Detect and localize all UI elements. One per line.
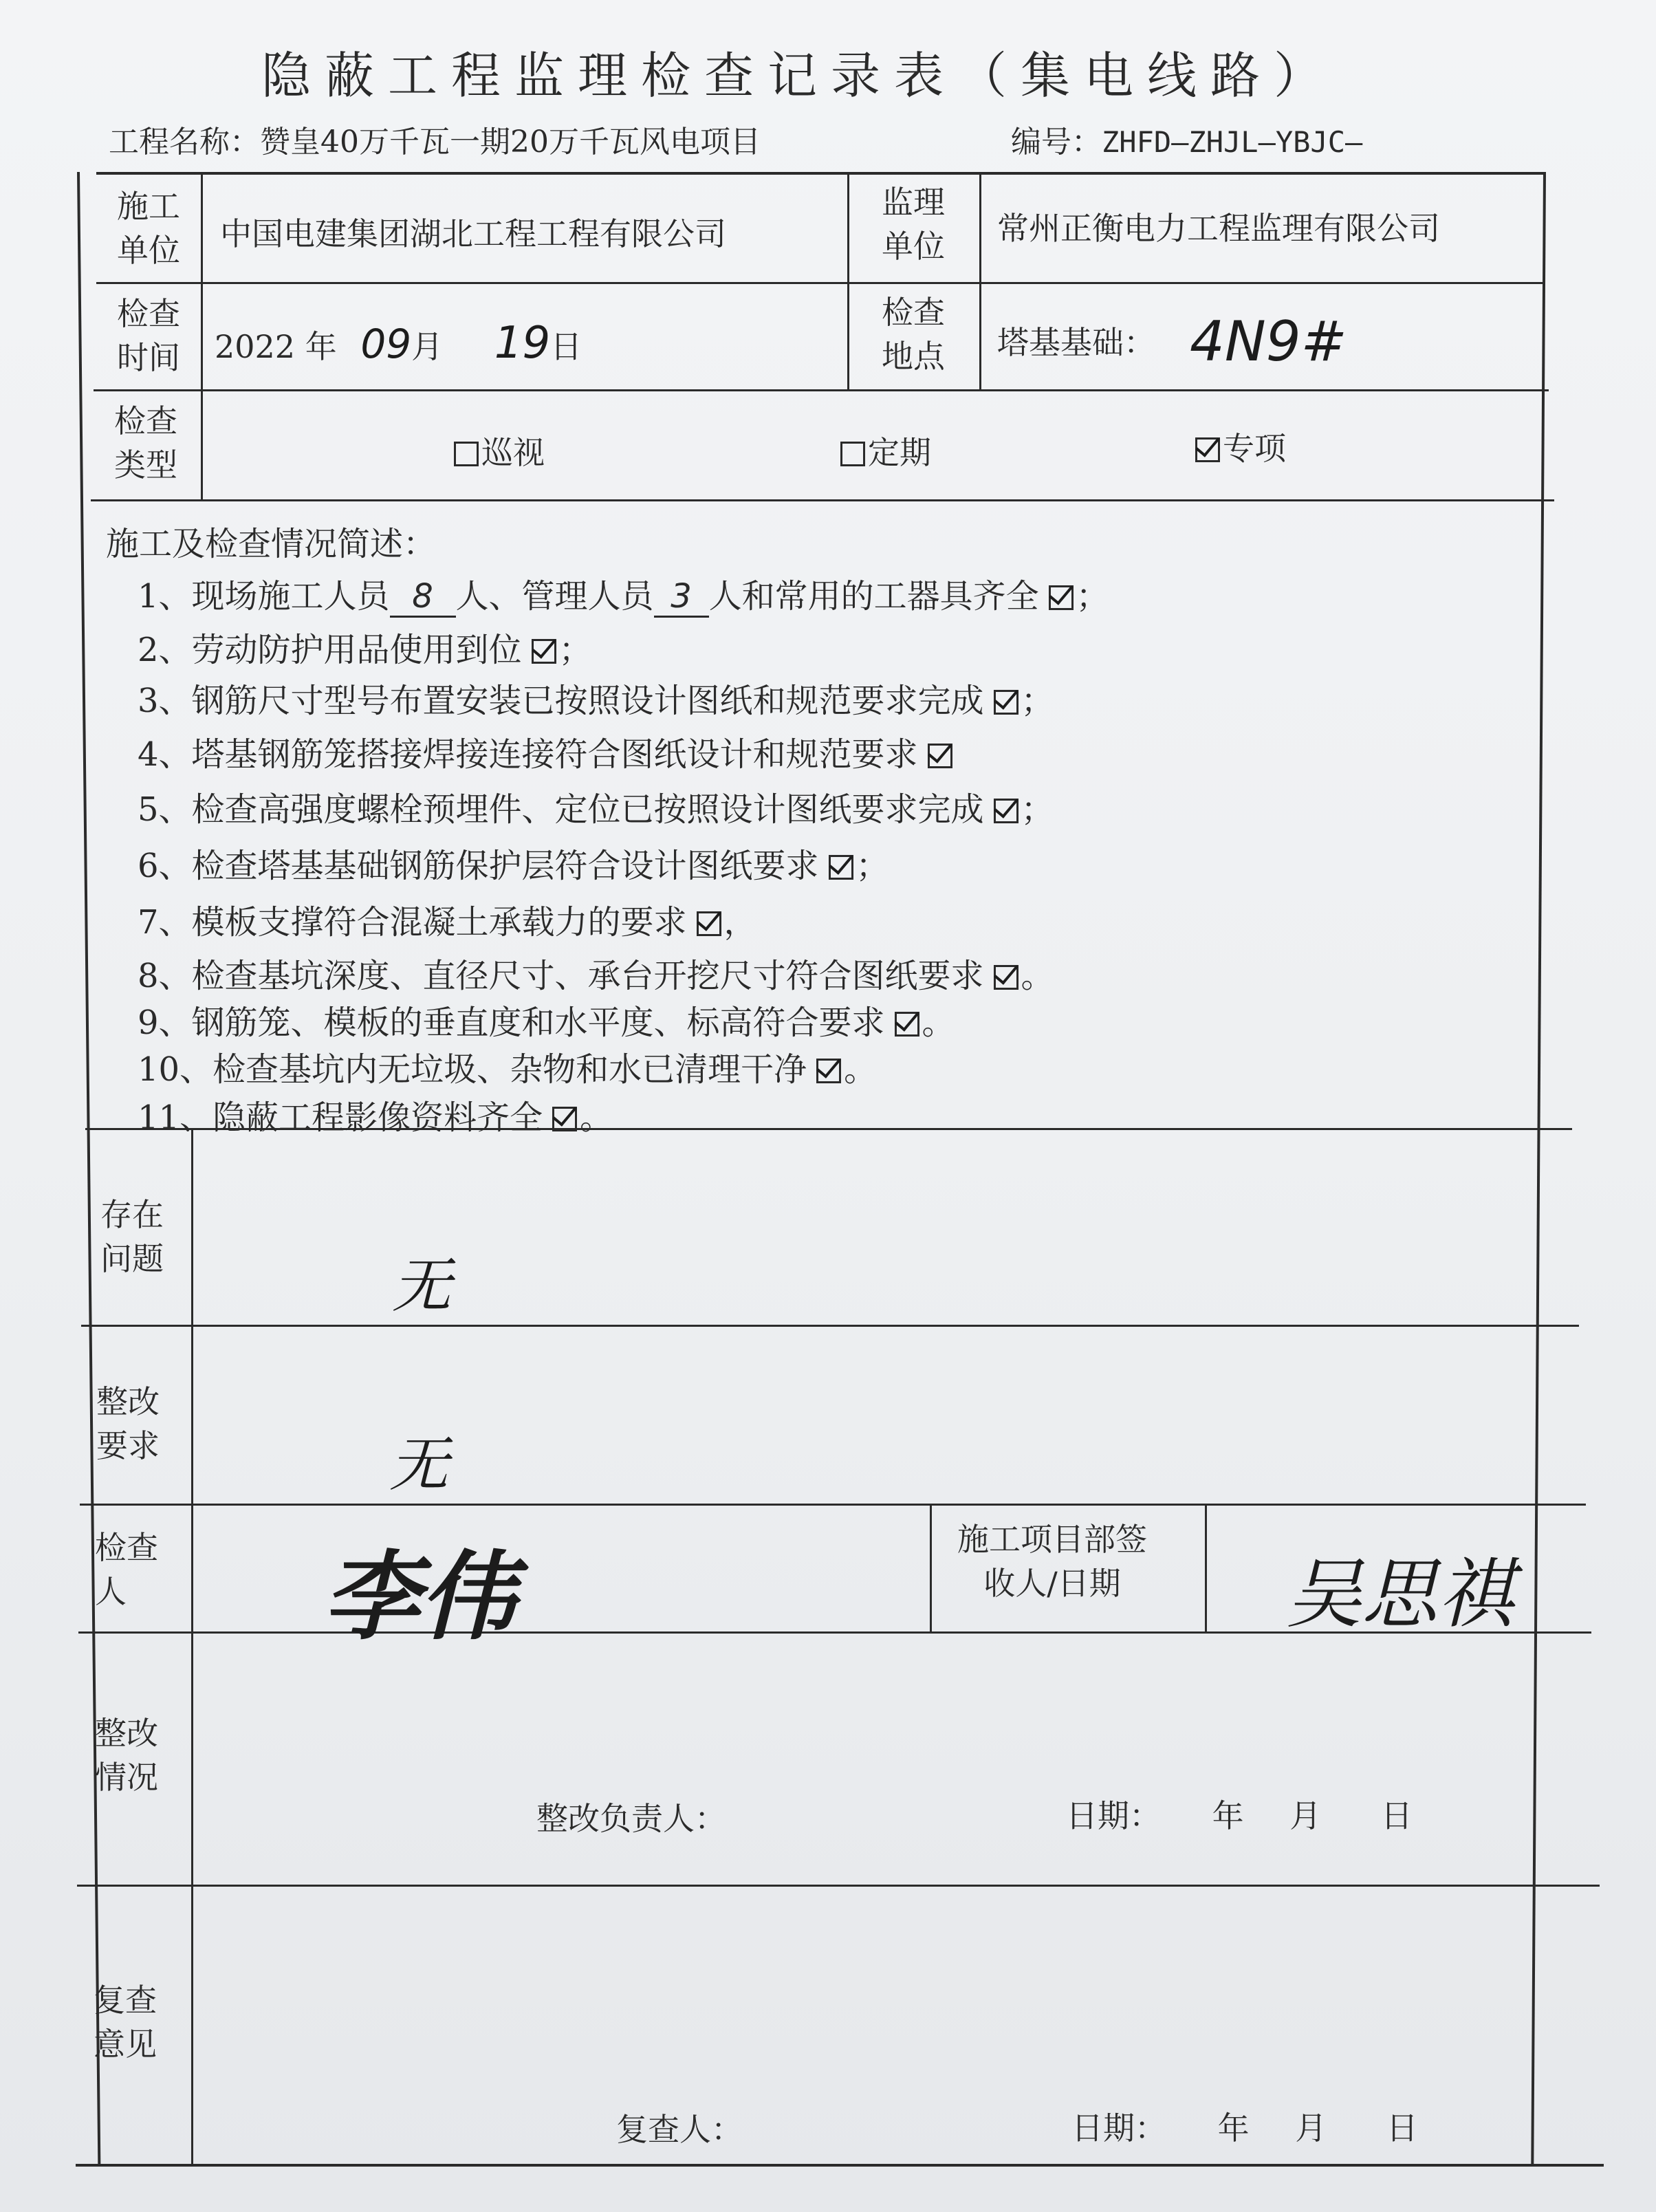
- summary-item-text: 3、钢筋尺寸型号布置安装已按照设计图纸和规范要求完成: [138, 682, 984, 720]
- rectify-year: 年: [1212, 1797, 1244, 1834]
- summary-heading: 施工及检查情况简述：: [106, 525, 437, 563]
- rectify-month: 月: [1289, 1797, 1322, 1834]
- rectify-date-line: [1066, 1791, 1413, 1836]
- item1-workers: 8: [390, 577, 456, 618]
- check-month: 09: [360, 321, 412, 367]
- special-label: 专项: [1223, 430, 1286, 467]
- summary-item: [138, 623, 592, 671]
- summary-item-text: 7、模板支撑符合混凝土承载力的要求: [138, 903, 687, 942]
- rectify-responsible-label: 整改负责人：: [536, 1800, 726, 1837]
- summary-item-end: ，: [723, 903, 757, 942]
- inspector-label: 检查 人: [95, 1529, 158, 1610]
- receiver-signature: 吴思祺: [1286, 1550, 1513, 1638]
- summary-item-checkbox[interactable]: [816, 1059, 841, 1083]
- summary-item: [138, 839, 889, 887]
- rectify-req-label: 整改 要求: [96, 1383, 160, 1464]
- supervision-unit-label: 监理 单位: [882, 184, 945, 265]
- form-title: 隐蔽工程监理检查记录表（集电线路）: [261, 47, 1338, 105]
- rectify-req-value: 无: [389, 1431, 448, 1499]
- check-type-special[interactable]: [1195, 424, 1286, 469]
- row-sep-2: [94, 389, 1549, 391]
- summary-item-checkbox[interactable]: [928, 744, 952, 768]
- summary-item-text: 9、钢筋笼、模板的垂直度和水平度、标高符合要求: [138, 1004, 885, 1042]
- review-date-label: 日期：: [1071, 2110, 1166, 2147]
- summary-item-end: 。: [844, 1050, 878, 1089]
- item1-text-c: 人和常用的工器具齐全: [708, 577, 1039, 616]
- summary-item: [138, 996, 955, 1043]
- summary-item: [138, 949, 1054, 997]
- rectify-day: 日: [1380, 1797, 1413, 1834]
- summary-item: [138, 1043, 877, 1090]
- month-char: 月: [411, 328, 444, 365]
- summary-item-end: ；: [1021, 682, 1054, 720]
- row-sep-1: [96, 282, 1545, 284]
- summary-item: [138, 896, 757, 943]
- row-sep-8: [77, 1885, 1600, 1887]
- check-type-label: 检查 类型: [114, 402, 177, 484]
- supervision-unit-value: 常州正衡电力工程监理有限公司: [997, 210, 1440, 247]
- check-type-patrol[interactable]: [454, 428, 545, 473]
- item1-text-a: 1、现场施工人员: [138, 577, 390, 616]
- summary-item-text: 8、检查基坑深度、直径尺寸、承台开挖尺寸符合图纸要求: [138, 957, 984, 995]
- row-sep-3: [91, 499, 1554, 501]
- summary-item-end: ；: [1021, 790, 1054, 829]
- col-sep-receiver-right: [1205, 1504, 1207, 1633]
- row-sep-5: [81, 1325, 1579, 1327]
- summary-item-text: 4、塔基钢筋笼搭接焊接连接符合图纸设计和规范要求: [138, 735, 918, 774]
- col-sep-receiver-left: [930, 1504, 932, 1633]
- location-prefix: 塔基基础：: [997, 324, 1155, 361]
- location-value: 4N9#: [1190, 310, 1347, 373]
- periodic-label: 定期: [868, 434, 931, 471]
- col-sep-mid-top: [847, 172, 849, 391]
- summary-item-text: 6、检查塔基基础钢筋保护层符合设计图纸要求: [138, 847, 819, 885]
- number-label: 编号：: [1011, 124, 1102, 160]
- summary-item-checkbox[interactable]: [697, 911, 721, 936]
- patrol-label: 巡视: [481, 434, 545, 471]
- item1-managers: 3: [654, 577, 709, 618]
- number-value: ZHFD—ZHJL—YBJC—: [1102, 125, 1363, 159]
- checkbox-special[interactable]: [1195, 437, 1220, 462]
- review-date-line: [1071, 2103, 1418, 2149]
- item1-checkbox[interactable]: [1049, 585, 1074, 610]
- summary-item-checkbox[interactable]: [829, 855, 853, 880]
- checkbox-periodic[interactable]: [840, 442, 865, 466]
- check-day: 19: [494, 318, 551, 369]
- summary-item-text: 5、检查高强度螺栓预埋件、定位已按照设计图纸要求完成: [138, 790, 984, 829]
- summary-item-end: 。: [922, 1004, 955, 1042]
- col-sep-mid2-top: [979, 172, 981, 391]
- inspector-signature: 李伟: [323, 1541, 516, 1653]
- day-char: 日: [550, 328, 582, 365]
- year-char: 年: [305, 328, 337, 365]
- table-border-bottom: [76, 2164, 1604, 2167]
- table-border-right: [1531, 172, 1546, 2167]
- summary-item-text: 2、劳动防护用品使用到位: [138, 631, 522, 669]
- summary-item-checkbox[interactable]: [994, 799, 1018, 823]
- issues-label: 存在 问题: [100, 1196, 164, 1277]
- construction-unit-value: 中国电建集团湖北工程工程有限公司: [220, 215, 726, 252]
- summary-item: [138, 783, 1054, 830]
- review-year: 年: [1217, 2110, 1250, 2147]
- reviewer-label: 复查人：: [616, 2111, 743, 2148]
- summary-item-end: 。: [1021, 957, 1054, 995]
- summary-item-text: 11、隐蔽工程影像资料齐全: [138, 1098, 543, 1137]
- summary-item-end: 。: [580, 1098, 613, 1137]
- table-border-top: [96, 172, 1545, 175]
- summary-item-1: [138, 570, 1109, 618]
- summary-item-text: 10、检查基坑内无垃圾、杂物和水已清理干净: [138, 1050, 807, 1089]
- check-date: [215, 318, 582, 369]
- summary-item-checkbox[interactable]: [552, 1107, 577, 1131]
- review-day: 日: [1386, 2110, 1418, 2147]
- issues-value: 无: [392, 1252, 451, 1321]
- col-sep-label-top: [201, 172, 203, 501]
- summary-item-end: ；: [558, 631, 592, 669]
- col-sep-label-bottom: [191, 1128, 193, 2165]
- check-time-label: 检查 时间: [117, 295, 180, 376]
- check-location-label: 检查 地点: [882, 294, 945, 375]
- row-sep-6: [80, 1504, 1586, 1506]
- summary-item: [138, 728, 955, 775]
- checkbox-patrol[interactable]: [454, 442, 479, 466]
- receiver-label: 施工项目部签 收人/日期: [957, 1521, 1147, 1602]
- item1-text-b: 人、管理人员: [455, 577, 654, 616]
- construction-unit-label: 施工 单位: [117, 188, 180, 269]
- table-border-left: [77, 172, 100, 2167]
- check-year: 2022: [215, 328, 296, 365]
- summary-item-checkbox[interactable]: [994, 690, 1018, 715]
- review-month: 月: [1295, 2110, 1327, 2147]
- summary-item: [138, 1091, 613, 1138]
- item1-end: ；: [1076, 577, 1109, 616]
- summary-item-end: ；: [856, 847, 889, 885]
- check-type-periodic[interactable]: [840, 428, 931, 473]
- summary-item-checkbox[interactable]: [994, 965, 1018, 990]
- review-label: 复查 意见: [94, 1982, 157, 2063]
- rectify-status-label: 整改 情况: [95, 1715, 158, 1796]
- rectify-date-label: 日期：: [1066, 1797, 1161, 1834]
- project-label: 工程名称：: [109, 124, 260, 160]
- summary-item: [138, 674, 1054, 722]
- summary-item-checkbox[interactable]: [532, 639, 556, 664]
- project-name: 赞皇40万千瓦一期20万千瓦风电项目: [260, 124, 761, 160]
- summary-item-checkbox[interactable]: [895, 1012, 919, 1037]
